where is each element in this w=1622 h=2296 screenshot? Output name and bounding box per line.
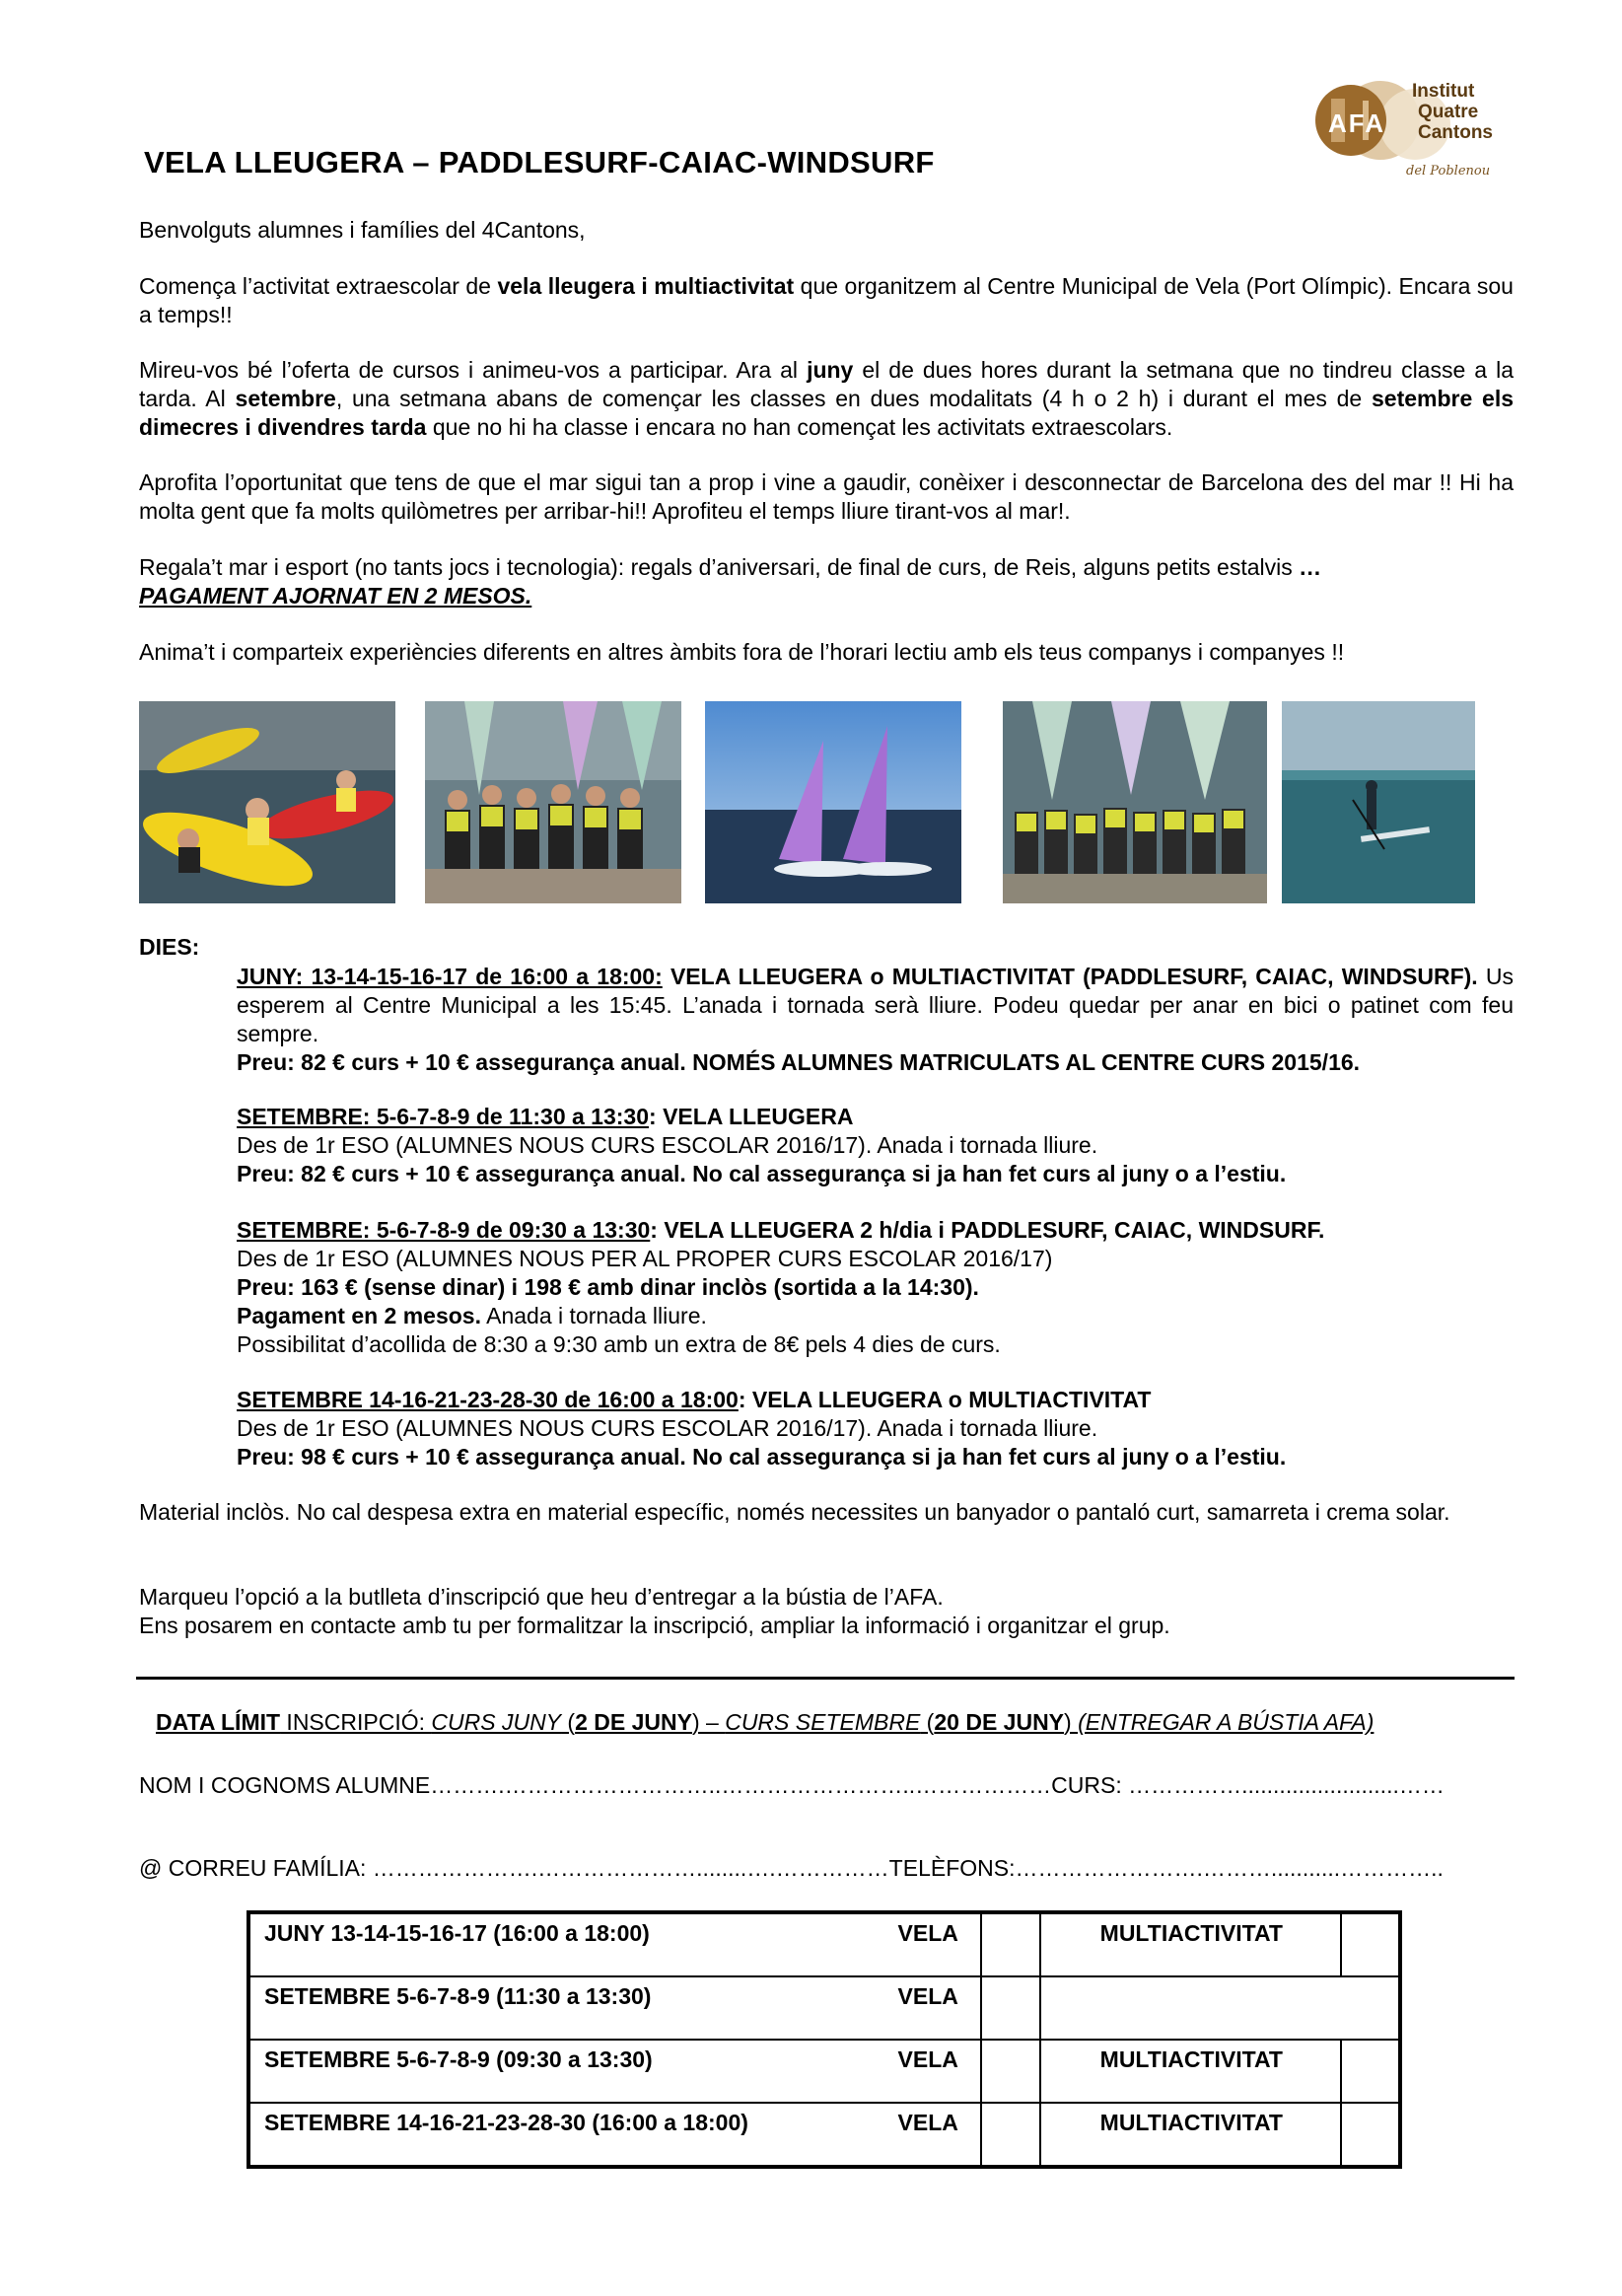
table-row <box>248 1976 1400 2040</box>
gift-paragraph: Regala’t mar i esport (no tants jocs i tecnologia): regals d’aniversari, de final de curs, de Reis, alguns petits estalvis … PAGAMENT AJORNAT EN 2 MESOS. <box>139 554 1322 609</box>
page-title: VELA LLEUGERA – PADDLESURF-CAIAC-WINDSURF <box>144 145 935 179</box>
logo-tagline: del Poblenou <box>1406 164 1491 179</box>
course-label: SETEMBRE 5-6-7-8-9 (09:30 a 13:30) <box>248 2040 898 2103</box>
photo-kayaks <box>139 701 395 903</box>
table-row <box>248 1912 1400 1976</box>
dies-label: DIES: <box>139 934 200 960</box>
divider <box>136 1677 1515 1680</box>
vela-label: VELA <box>898 1976 982 2040</box>
multi-label: MULTIACTIVITAT <box>1040 1912 1341 1976</box>
vela-label: VELA <box>898 1912 982 1976</box>
multi-checkbox[interactable] <box>1341 1912 1400 1976</box>
logo-letters: AFA <box>1328 108 1385 138</box>
logo-line-2: Quatre <box>1418 102 1479 122</box>
setembre-course-3: SETEMBRE 14-16-21-23-28-30 de 16:00 a 18:00: VELA LLEUGERA o MULTIACTIVITAT Des de 1r ESO (ALUMNES NOUS CURS ESCOLAR 2016/17). Anada i tornada lliure. Preu: 98 € curs + 10 € assegurança anual. No cal assegurança si ja han fet curs al juny o a l’estiu. <box>237 1387 1287 1470</box>
empty-cell <box>1040 1976 1400 2040</box>
vela-checkbox[interactable] <box>981 2103 1039 2167</box>
afa-logo <box>1311 77 1518 195</box>
logo-line-3: Cantons <box>1418 122 1493 143</box>
vela-label: VELA <box>898 2040 982 2103</box>
offer-paragraph: Mireu-vos bé l’oferta de cursos i animeu-vos a participar. Ara al juny el de dues hores durant la setmana que no tindreu classe a la tarda. Al setembre, una setmana abans de començar les classes en dues modalitats (4 h o 2 h) i durant el mes de setembre els dimecres i divendres tarda que no hi ha classe i encara no han començat les activitats extraescolars. <box>139 357 1515 440</box>
deadline-line: DATA LÍMIT INSCRIPCIÓ: CURS JUNY (2 DE JUNY) – CURS SETEMBRE (20 DE JUNY) (ENTREGAR A BÚSTIA AFA) <box>156 1709 1375 1735</box>
greeting: Benvolguts alumnes i famílies del 4Cantons, <box>139 217 586 243</box>
table-row <box>248 2040 1400 2103</box>
table-row <box>248 2103 1400 2167</box>
photo-group-indoor <box>425 701 681 903</box>
multi-checkbox[interactable] <box>1341 2103 1400 2167</box>
vela-checkbox[interactable] <box>981 1976 1039 2040</box>
registration-table <box>247 1910 1402 2169</box>
juny-course: JUNY: 13-14-15-16-17 de 16:00 a 18:00: VELA LLEUGERA o MULTIACTIVITAT (PADDLESURF, CAIAC, WINDSURF). Us esperem al Centre Municipal a les 15:45. L’anada i tornada serà lliure. Podeu quedar per anar en bici o patinet com feu sempre. Preu: 82 € curs + 10 € assegurança anual. NOMÉS ALUMNES MATRICULATS AL CENTRE CURS 2015/16. <box>237 964 1515 1075</box>
opportunity-paragraph: Aprofita l’oportunitat que tens de que el mar sigui tan a prop i vine a gaudir, conèixer i desconnectar de Barcelona des del mar !! Hi ha molta gent que fa molts quilòmetres per arribar-hi!! Aprofiteu el temps lliure tirant-vos al mar!. <box>139 469 1514 524</box>
setembre-course-2: SETEMBRE: 5-6-7-8-9 de 09:30 a 13:30: VELA LLEUGERA 2 h/dia i PADDLESURF, CAIAC, WINDSURF. Des de 1r ESO (ALUMNES NOUS PER AL PROPER CURS ESCOLAR 2016/17) Preu: 163 € (sense dinar) i 198 € amb dinar inclòs (sortida a la 14:30). Pagament en 2 mesos. Anada i tornada lliure. Possibilitat d’acollida de 8:30 a 9:30 amb un extra de 8€ pels 4 dies de curs. <box>237 1217 1325 1357</box>
course-label: SETEMBRE 5-6-7-8-9 (11:30 a 13:30) <box>248 1976 898 2040</box>
material-paragraph: Material inclòs. No cal despesa extra en material específic, només necessites un banyador o pantaló curt, samarreta i crema solar. <box>139 1499 1450 1525</box>
multi-label: MULTIACTIVITAT <box>1040 2103 1341 2167</box>
multi-checkbox[interactable] <box>1341 2040 1400 2103</box>
vela-label: VELA <box>898 2103 982 2167</box>
vela-checkbox[interactable] <box>981 2040 1039 2103</box>
family-email-field[interactable]: @ CORREU FAMÍLIA: ………………….…………………........….……………TELÈFONS:…………………….………...........………….. <box>139 1855 1444 1881</box>
vela-checkbox[interactable] <box>981 1912 1039 1976</box>
share-paragraph: Anima’t i comparteix experiències diferents en altres àmbits fora de l’horari lectiu amb els teus companys i companyes !! <box>139 639 1345 665</box>
student-name-field[interactable]: NOM I COGNOMS ALUMNE……….………………………..……………………..………………CURS: …………….........................…… <box>139 1772 1445 1798</box>
intro-paragraph: Comença l’activitat extraescolar de vela lleugera i multiactivitat que organitzem al Centre Municipal de Vela (Port Olímpic). Encara sou a temps!! <box>139 273 1514 327</box>
photo-group-sails <box>1003 701 1267 903</box>
photo-sailboats <box>705 701 961 903</box>
setembre-course-1: SETEMBRE: 5-6-7-8-9 de 11:30 a 13:30: VELA LLEUGERA Des de 1r ESO (ALUMNES NOUS CURS ESCOLAR 2016/17). Anada i tornada lliure. Preu: 82 € curs + 10 € assegurança anual. No cal assegurança si ja han fet curs al juny o a l’estiu. <box>237 1104 1287 1186</box>
course-label: SETEMBRE 14-16-21-23-28-30 (16:00 a 18:00) <box>248 2103 898 2167</box>
multi-label: MULTIACTIVITAT <box>1040 2040 1341 2103</box>
photo-paddlesurf <box>1282 701 1475 903</box>
logo-line-1: Institut <box>1412 81 1475 102</box>
course-label: JUNY 13-14-15-16-17 (16:00 a 18:00) <box>248 1912 898 1976</box>
instructions: Marqueu l’opció a la butlleta d’inscripció que heu d’entregar a la bústia de l’AFA. Ens posarem en contacte amb tu per formalitzar la inscripció, ampliar la informació i organitzar el grup. <box>139 1584 1170 1638</box>
